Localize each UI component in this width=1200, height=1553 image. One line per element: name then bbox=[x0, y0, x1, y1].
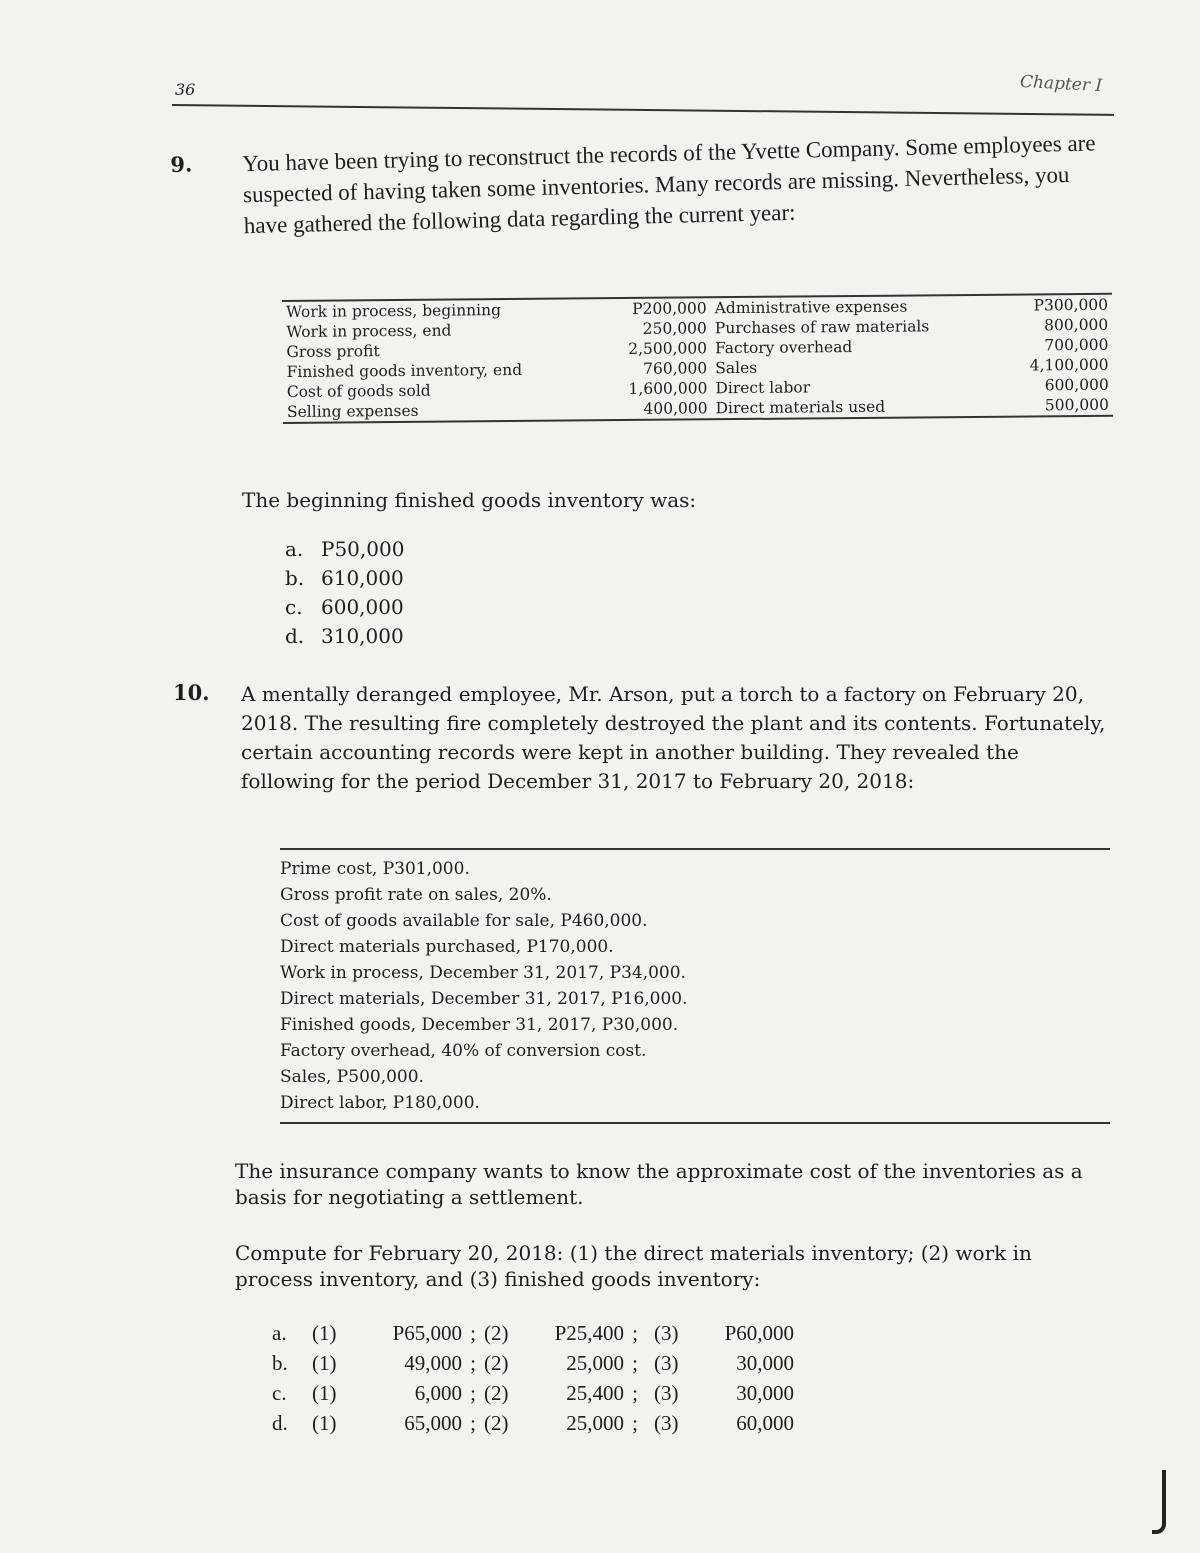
fact-item: Sales, P500,000. bbox=[280, 1067, 424, 1087]
part-1-value: 6,000 bbox=[414, 1381, 462, 1405]
question-10-text: A mentally deranged employee, Mr. Arson, put a torch to a factory on February 20, 2018. The resulting fire completely destroyed the plant and its contents. Fortunately, certain accounting records were kept in another building. They revealed the following for the period December 31, 2017 to February 20, 2018: bbox=[241, 682, 1106, 793]
choice-a[interactable] bbox=[285, 535, 404, 564]
compute-paragraph: Compute for February 20, 2018: (1) the direct materials inventory; (2) work in process inventory, and (3) finished goods inventory: bbox=[235, 1241, 1032, 1291]
part-3-value: 30,000 bbox=[736, 1351, 794, 1375]
table-cell-label: Cost of goods sold bbox=[286, 381, 431, 401]
question-9 bbox=[170, 127, 1112, 243]
separator: ; bbox=[632, 1351, 638, 1375]
table-cell-label: Purchases of raw materials bbox=[714, 317, 930, 338]
facts-top-rule bbox=[280, 848, 1110, 850]
question-9-text: You have been trying to reconstruct the records of the Yvette Company. Some employees are suspected of having taken some inventories. Many records are missing. Nevertheless, you have gathered the following data regarding the current year: bbox=[242, 130, 1096, 239]
table-cell-value: 1,600,000 bbox=[628, 379, 708, 398]
fact-item: Direct materials, December 31, 2017, P16,000. bbox=[280, 989, 688, 1009]
choice-c[interactable] bbox=[272, 1378, 794, 1408]
part-3-label: (3) bbox=[654, 1411, 679, 1435]
choice-letter: a. bbox=[285, 537, 304, 561]
fact-item: Direct materials purchased, P170,000. bbox=[280, 937, 614, 957]
separator: ; bbox=[470, 1411, 476, 1435]
question-9-number: 9. bbox=[170, 151, 193, 177]
chapter-label: Chapter I bbox=[1019, 71, 1103, 97]
choice-text: 600,000 bbox=[321, 595, 404, 619]
question-10-facts bbox=[280, 848, 1110, 1124]
separator: ; bbox=[632, 1411, 638, 1435]
question-10-number: 10. bbox=[173, 680, 210, 705]
table-cell-label: Finished goods inventory, end bbox=[286, 360, 523, 381]
part-3-value: 30,000 bbox=[736, 1381, 794, 1405]
table-cell-value: 800,000 bbox=[1044, 315, 1109, 335]
separator: ; bbox=[632, 1321, 638, 1345]
part-2-label: (2) bbox=[484, 1321, 509, 1345]
separator: ; bbox=[470, 1351, 476, 1375]
fact-item: Gross profit rate on sales, 20%. bbox=[280, 885, 552, 905]
part-3-value: 60,000 bbox=[736, 1411, 794, 1435]
question-9-choices bbox=[285, 535, 404, 651]
table-cell-value: P300,000 bbox=[1033, 295, 1109, 315]
part-2-value: 25,400 bbox=[566, 1381, 624, 1405]
table-cell-label: Sales bbox=[715, 358, 758, 378]
choice-letter: b. bbox=[272, 1351, 288, 1375]
part-2-value: P25,400 bbox=[554, 1321, 624, 1345]
part-1-value: 49,000 bbox=[404, 1351, 462, 1375]
table-cell-label: Work in process, end bbox=[286, 321, 452, 341]
part-2-label: (2) bbox=[484, 1381, 509, 1405]
choice-text: 610,000 bbox=[321, 566, 404, 590]
fact-item: Cost of goods available for sale, P460,000. bbox=[280, 911, 648, 931]
choice-letter: a. bbox=[272, 1321, 287, 1345]
table-cell-label: Direct labor bbox=[715, 378, 811, 398]
table-cell-label: Gross profit bbox=[286, 342, 380, 361]
table-cell-label: Factory overhead bbox=[714, 338, 853, 358]
part-2-value: 25,000 bbox=[566, 1411, 624, 1435]
scan-edge-mark bbox=[1152, 1470, 1166, 1534]
insurance-paragraph: The insurance company wants to know the approximate cost of the inventories as a basis for negotiating a settlement. bbox=[235, 1159, 1083, 1209]
choice-d[interactable] bbox=[285, 622, 404, 651]
choice-c[interactable] bbox=[285, 593, 404, 622]
choice-letter: d. bbox=[272, 1411, 288, 1435]
choice-letter: b. bbox=[285, 566, 305, 590]
page-number: 36 bbox=[175, 80, 196, 99]
separator: ; bbox=[470, 1381, 476, 1405]
table-cell-value: 2,500,000 bbox=[628, 339, 708, 358]
part-1-label: (1) bbox=[312, 1321, 337, 1345]
table-cell-value: 760,000 bbox=[643, 359, 708, 378]
table-cell-value: 600,000 bbox=[1044, 375, 1109, 395]
part-1-label: (1) bbox=[312, 1381, 337, 1405]
fact-item: Finished goods, December 31, 2017, P30,000. bbox=[280, 1015, 679, 1035]
part-3-label: (3) bbox=[654, 1321, 679, 1345]
table-cell-label: Direct materials used bbox=[715, 397, 886, 418]
choice-text: 310,000 bbox=[321, 624, 404, 648]
question-9-prompt: The beginning finished goods inventory was: bbox=[242, 488, 697, 512]
question-10-choices bbox=[272, 1318, 794, 1438]
table-cell-value: 250,000 bbox=[642, 319, 707, 338]
question-10 bbox=[173, 680, 1113, 796]
part-2-label: (2) bbox=[484, 1351, 509, 1375]
choice-letter: c. bbox=[272, 1381, 287, 1405]
table-cell-value: P200,000 bbox=[632, 299, 707, 318]
table-cell-value: 400,000 bbox=[643, 399, 708, 418]
separator: ; bbox=[470, 1321, 476, 1345]
part-3-label: (3) bbox=[654, 1381, 679, 1405]
facts-bottom-rule bbox=[280, 1122, 1110, 1124]
part-3-value: P60,000 bbox=[724, 1321, 794, 1345]
choice-d[interactable] bbox=[272, 1408, 794, 1438]
table-cell-label: Administrative expenses bbox=[714, 297, 908, 318]
choice-letter: d. bbox=[285, 624, 305, 648]
table-cell-label: Work in process, beginning bbox=[286, 301, 502, 321]
fact-item: Prime cost, P301,000. bbox=[280, 859, 470, 879]
header-divider bbox=[172, 104, 1114, 116]
fact-item: Work in process, December 31, 2017, P34,000. bbox=[280, 963, 686, 983]
table-cell-value: 500,000 bbox=[1044, 395, 1110, 415]
part-1-label: (1) bbox=[312, 1351, 337, 1375]
choice-letter: c. bbox=[285, 595, 303, 619]
table-cell-label: Selling expenses bbox=[286, 401, 419, 421]
part-1-value: P65,000 bbox=[392, 1321, 462, 1345]
fact-item: Factory overhead, 40% of conversion cost. bbox=[280, 1041, 647, 1061]
question-9-data-table bbox=[282, 293, 1113, 424]
choice-a[interactable] bbox=[272, 1318, 794, 1348]
part-3-label: (3) bbox=[654, 1351, 679, 1375]
choice-text: P50,000 bbox=[321, 537, 405, 561]
separator: ; bbox=[632, 1381, 638, 1405]
part-1-value: 65,000 bbox=[404, 1411, 462, 1435]
choice-b[interactable] bbox=[285, 564, 404, 593]
part-2-label: (2) bbox=[484, 1411, 509, 1435]
choice-b[interactable] bbox=[272, 1348, 794, 1378]
table-cell-value: 700,000 bbox=[1044, 335, 1109, 355]
fact-item: Direct labor, P180,000. bbox=[280, 1093, 480, 1113]
part-2-value: 25,000 bbox=[566, 1351, 624, 1375]
table-cell-value: 4,100,000 bbox=[1029, 355, 1109, 375]
part-1-label: (1) bbox=[312, 1411, 337, 1435]
